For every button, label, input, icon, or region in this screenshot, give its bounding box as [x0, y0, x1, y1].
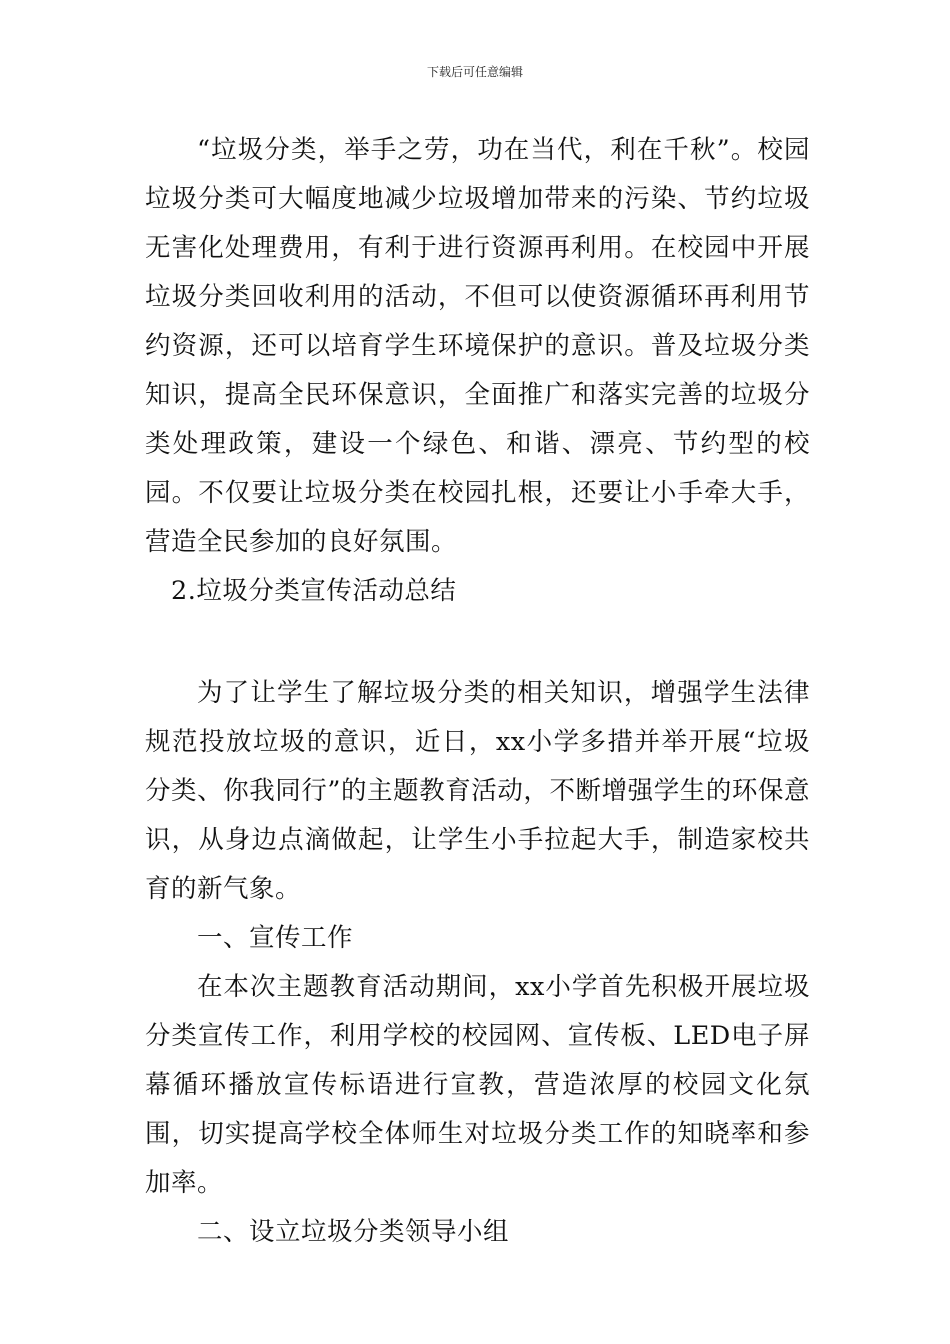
section-title: 2.垃圾分类宣传活动总结 — [171, 576, 457, 606]
heading-publicity: 一、宣传工作 — [197, 923, 354, 953]
blank-line — [145, 616, 810, 665]
heading-leadership-group: 二、设立垃圾分类领导小组 — [197, 1217, 510, 1247]
summary-paragraph: 为了让学生了解垃圾分类的相关知识，增强学生法律规范投放垃圾的意识，近日，xx小学多措并举开展“垃圾分类、你我同行”的主题教育活动，不断增强学生的环保意识，从身边点滴做起，让学生小手拉起大手，制造家校共育的新气象。 — [145, 678, 810, 904]
page-header-note: 下载后可任意编辑 — [426, 65, 523, 79]
document-body — [145, 126, 810, 1257]
publicity-paragraph: 在本次主题教育活动期间，xx小学首先积极开展垃圾分类宣传工作，利用学校的校园网、宣传板、LED电子屏幕循环播放宣传标语进行宣教，营造浓厚的校园文化氛围，切实提高学校全体师生对垃圾分类工作的知晓率和参加率。 — [145, 972, 810, 1198]
intro-paragraph: “垃圾分类，举手之劳，功在当代，利在千秋”。校园垃圾分类可大幅度地减少垃圾增加带来的污染、节约垃圾无害化处理费用，有利于进行资源再利用。在校园中开展垃圾分类回收利用的活动，不但可以使资源循环再利用节约资源，还可以培育学生环境保护的意识。普及垃圾分类知识，提高全民环保意识，全面推广和落实完善的垃圾分类处理政策，建设一个绿色、和谐、漂亮、节约型的校园。不仅要让垃圾分类在校园扎根，还要让小手牵大手，营造全民参加的良好氛围。 — [145, 135, 810, 557]
